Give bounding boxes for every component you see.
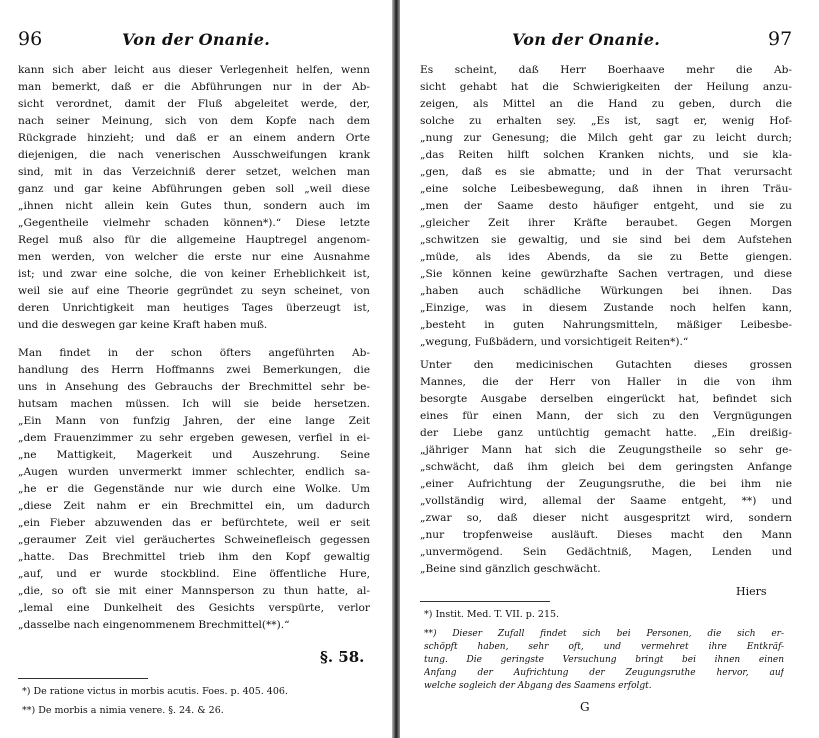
text-line: besorgte Ausgabe derselben eingerückt hat, befindet sich [420,393,792,405]
text-line: handlung des Herrn Hoffmanns zwei Bemerkungen, die [18,364,370,376]
text-line: sicht gehabt hat die Schwierigkeiten der Heilung anzu- [420,81,792,93]
footnote-line: schöpft haben, sehr oft, und vermehret ihre Entkräf- [424,642,784,652]
text-line: Mannes, die der Herr von Haller in die von ihm [420,376,792,388]
text-line: uns in Ansehung des Gebrauchs der Brechmittel sehr be- [18,381,370,393]
text-line: „Beine sind gänzlich geschwächt. [420,563,601,575]
text-line: ganz und gar keine Abführungen geben soll „weil diese [18,183,370,195]
left-running-title: Von der Onanie. [122,30,271,49]
left-footnote-2: **) De morbis a nimia venere. §. 24. & 26. [22,705,224,716]
text-line: zeigen, als Mittel an die Hand zu geben, durch die [420,98,792,110]
right-paragraph-2 [420,357,792,578]
left-page [0,0,392,738]
right-page [400,0,819,738]
right-footnote-rule [420,601,550,602]
book-gutter [392,0,400,738]
section-heading: §. 58. [320,648,365,666]
text-line: diejenigen, die nach venerischen Ausschweifungen krank [18,149,370,161]
text-line: solche zu erhalten sey. „Es ist, sagt er, wenig Hof- [420,115,792,127]
text-line: „ein Fieber abzuwenden das er befürchtete, weil er seit [18,517,370,529]
text-line: „lemal eine Dunkelheit des Gesichts verspürte, verlor [18,602,370,614]
text-line: Man findet in der schon öfters angeführten Ab- [18,347,370,359]
footnote-line: **) Dieser Zufall findet sich bei Personen, die sich er- [424,629,784,639]
text-line: „vollständig wird, allemal der Saame entgeht, **) und [420,495,792,507]
text-line: „auf, und er wurde stockblind. Eine öffentliche Hure, [18,568,370,580]
text-line: sicht verordnet, damit der Fluß abgeleitet werde, der, [18,98,370,110]
text-line: deren Unrichtigkeit man heutiges Tages überzeugt ist, [18,302,370,314]
text-line: „Sie können keine gewürzhafte Sachen vertragen, und diese [420,268,792,280]
text-line: „diese Zeit nahm er ein Brechmittel ein, um dadurch [18,500,370,512]
text-line: „Gegentheile vielmehr schaden können*).“ Diese letzte [18,217,370,229]
text-line: ist; und zwar eine solche, die von keiner Erheblichkeit ist, [18,268,370,280]
text-line: „ihnen nicht allein kein Gutes thun, sondern auch im [18,200,370,212]
right-paragraph-1 [420,62,792,351]
text-line: sind, mit in das Verzeichniß derer setzet, welchen man [18,166,370,178]
text-line: „geraumer Zeit viel geräuchertes Schweinefleisch gegessen [18,534,370,546]
footnote-line: welche sogleich der Abgang des Saamens erfolgt. [424,681,652,691]
text-line: „schwächt, daß ihm gleich bei dem geringsten Anfange [420,461,792,473]
text-line: „jähriger Mann hat sich die Zeugungstheile so sehr ge- [420,444,792,456]
left-page-number: 96 [18,28,43,50]
text-line: „men der Saame desto häufiger entgeht, und sie zu [420,200,792,212]
text-line: hutsam machen müssen. Ich will sie beide hersetzen. [18,398,370,410]
text-line: „nung zur Genesung; die Milch geht gar zu leicht durch; [420,132,792,144]
text-line: men werden, von welcher die erste nur eine Ausnahme [18,251,370,263]
left-paragraph-2 [18,345,370,634]
catchword: Hiers [736,585,767,598]
left-footnote-rule [18,678,148,679]
text-line: „nur tropfenweise ausläuft. Dieses macht den Mann [420,529,792,541]
text-line: „Ein Mann von funfzig Jahren, der eine lange Zeit [18,415,370,427]
text-line: Rückgrade hinzieht; und daß er an einem andern Orte [18,132,370,144]
right-footnote-2 [424,628,784,693]
text-line: „Augen wurden unvermerkt immer schlechter, endlich sa- [18,466,370,478]
text-line: „dasselbe nach eingenommenem Brechmittel(**).“ [18,619,290,631]
text-line: „einer Aufrichtung der Zeugungsruthe, die bei ihm nie [420,478,792,490]
signature-mark: G [580,700,590,714]
text-line: „ne Mattigkeit, Magerkeit und Auszehrung. Seine [18,449,370,461]
text-line: man bemerkt, daß er die Abführungen nur in der Ab- [18,81,370,93]
text-line: Unter den medicinischen Gutachten dieses grossen [420,359,792,371]
text-line: „zwar so, daß dieser nicht ausgespritzt wird, sondern [420,512,792,524]
text-line: „gleicher Zeit ihrer Kräfte beraubet. Gegen Morgen [420,217,792,229]
text-line: nach seiner Meinung, sich von dem Kopfe nach dem [18,115,370,127]
text-line: kann sich aber leicht aus dieser Verlegenheit helfen, wenn [18,64,370,76]
text-line: „müde, als ides Abends, da sie zu Bette giengen. [420,251,792,263]
text-line: „Einzige, was in diesem Zustande noch helfen kann, [420,302,792,314]
text-line: weil sie auf eine Theorie gegründet zu seyn scheinet, von [18,285,370,297]
text-line: eines für einen Mann, der sich zu den Vergnügungen [420,410,792,422]
footnote-line: Anfang der Aufrichtung der Zeugungsruthe hervor, auf [424,668,784,678]
right-page-number: 97 [768,28,793,50]
text-line: „unvermögend. Sein Gedächtniß, Magen, Lenden und [420,546,792,558]
text-line: „das Reiten hilft solchen Kranken nichts, und sie kla- [420,149,792,161]
text-line: „eine solche Leibesbewegung, daß ihnen in ihren Träu- [420,183,792,195]
text-line: Regel muß also für die allgemeine Hauptregel angenom- [18,234,370,246]
left-paragraph-1 [18,62,370,334]
text-line: „hatte. Das Brechmittel trieb ihm den Kopf gewaltig [18,551,370,563]
left-footnote-1: *) De ratione victus in morbis acutis. Foes. p. 405. 406. [22,686,288,697]
text-line: und die deswegen gar keine Kraft haben muß. [18,319,268,331]
text-line: „schwitzen sie gewaltig, und sie sind bei dem Aufstehen [420,234,792,246]
text-line: Es scheint, daß Herr Boerhaave mehr die Ab- [420,64,792,76]
text-line: „he er die Gegenstände nur wie durch eine Wolke. Um [18,483,370,495]
text-line: „gen, daß es sie abmatte; und in der That verursacht [420,166,792,178]
text-line: „besteht in guten Nahrungsmitteln, mäßiger Leibesbe- [420,319,792,331]
right-running-title: Von der Onanie. [512,30,661,49]
text-line: „dem Frauenzimmer zu sehr ergeben gewesen, verfiel in ei- [18,432,370,444]
text-line: „wegung, Fußbädern, und vorsichtigeit Reiten*).“ [420,336,689,348]
text-line: „haben auch schädliche Würkungen bei ihnen. Das [420,285,792,297]
footnote-line: tung. Die geringste Versuchung bringt bei ihnen einen [424,655,784,665]
text-line: „die, so oft sie mit einer Mannsperson zu thun hatte, al- [18,585,370,597]
text-line: der Liebe ganz untüchtig gemacht hatte. „Ein dreißig- [420,427,792,439]
right-footnote-1: *) Instit. Med. T. VII. p. 215. [424,609,560,620]
